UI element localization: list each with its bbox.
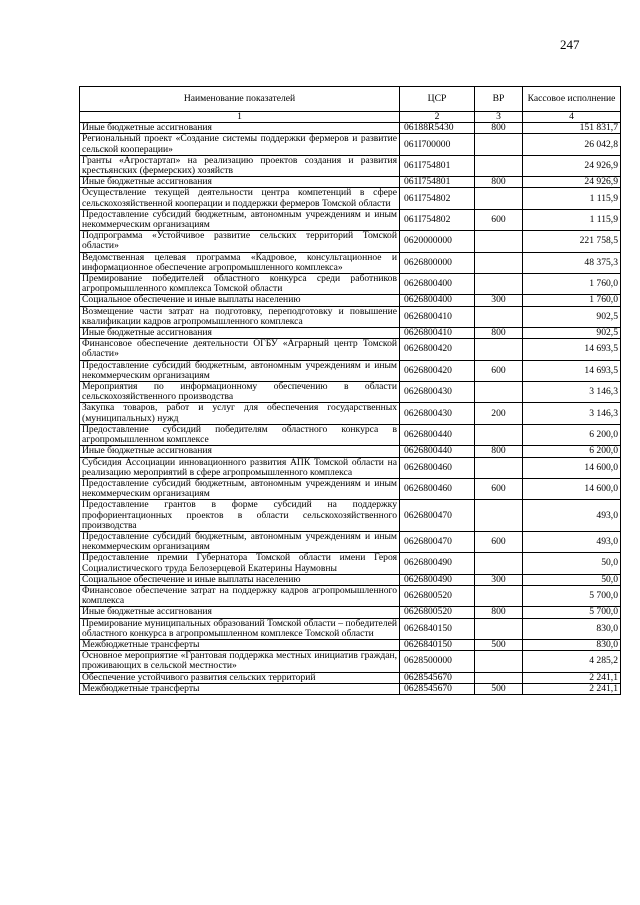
row-csr-cell: 0626800470: [400, 531, 475, 552]
row-name-cell: Межбюджетные трансферты: [80, 683, 400, 694]
row-amount-cell: 14 600,0: [523, 457, 621, 478]
table-row: [80, 231, 621, 252]
row-amount-cell: 1 115,9: [523, 209, 621, 230]
row-csr-cell: 0626800440: [400, 446, 475, 457]
row-name-cell: Осуществление текущей деятельности центра компетенций в сфере сельскохозяйственной кооперации и поддержки фермеров Томской области: [80, 188, 400, 209]
row-name-cell: Мероприятия по информационному обеспечению в области сельскохозяйственного производства: [80, 382, 400, 403]
table-row: [80, 403, 621, 424]
row-vr-cell: 800: [475, 607, 523, 618]
table-row: [80, 618, 621, 639]
row-vr-cell: 200: [475, 403, 523, 424]
row-csr-cell: 0626800000: [400, 252, 475, 273]
row-name-cell: Предоставление субсидий победителям областного конкурса в агропромышленном комплексе: [80, 424, 400, 445]
row-csr-cell: 0626800490: [400, 574, 475, 585]
table-header-row: [80, 87, 621, 112]
table-row: [80, 500, 621, 532]
table-row: [80, 683, 621, 694]
table-row: [80, 252, 621, 273]
row-amount-cell: 26 042,8: [523, 134, 621, 155]
row-amount-cell: 14 693,5: [523, 339, 621, 360]
row-vr-cell: 500: [475, 683, 523, 694]
row-name-cell: Иные бюджетные ассигнования: [80, 123, 400, 134]
row-amount-cell: 5 700,0: [523, 585, 621, 606]
row-name-cell: Премирование победителей областного конкурса среди работников агропромышленного комплекса Томской области: [80, 274, 400, 295]
row-amount-cell: 3 146,3: [523, 403, 621, 424]
row-vr-cell: 800: [475, 328, 523, 339]
table-row: [80, 177, 621, 188]
row-amount-cell: 14 693,5: [523, 360, 621, 381]
row-name-cell: Межбюджетные трансферты: [80, 639, 400, 650]
row-name-cell: Предоставление премии Губернатора Томской области имени Героя Социалистического труда Белозерцевой Екатерины Наумовны: [80, 553, 400, 574]
header-amount: Кассовое исполнение: [523, 87, 621, 112]
row-csr-cell: 0626800400: [400, 274, 475, 295]
row-amount-cell: 902,5: [523, 328, 621, 339]
row-vr-cell: [475, 339, 523, 360]
row-csr-cell: 0626800410: [400, 328, 475, 339]
row-amount-cell: 902,5: [523, 306, 621, 327]
row-name-cell: Возмещение части затрат на подготовку, переподготовку и повышение квалификации кадров агропромышленного комплекса: [80, 306, 400, 327]
row-name-cell: Социальное обеспечение и иные выплаты населению: [80, 574, 400, 585]
row-vr-cell: 300: [475, 295, 523, 306]
row-vr-cell: [475, 553, 523, 574]
table-row: [80, 339, 621, 360]
row-amount-cell: 221 758,5: [523, 231, 621, 252]
row-amount-cell: 4 285,2: [523, 651, 621, 672]
row-csr-cell: 0626800440: [400, 424, 475, 445]
row-amount-cell: 5 700,0: [523, 607, 621, 618]
row-vr-cell: 600: [475, 209, 523, 230]
table-row: [80, 188, 621, 209]
table-row: [80, 531, 621, 552]
row-amount-cell: 24 926,9: [523, 177, 621, 188]
table-row: [80, 306, 621, 327]
table-row: [80, 457, 621, 478]
row-name-cell: Закупка товаров, работ и услуг для обеспечения государственных (муниципальных) нужд: [80, 403, 400, 424]
budget-execution-table: [79, 86, 621, 695]
table-row: [80, 360, 621, 381]
table-row: [80, 651, 621, 672]
row-name-cell: Иные бюджетные ассигнования: [80, 328, 400, 339]
row-amount-cell: 50,0: [523, 574, 621, 585]
table-row: [80, 382, 621, 403]
table-row: [80, 123, 621, 134]
row-vr-cell: 800: [475, 123, 523, 134]
table-body: [80, 123, 621, 695]
row-csr-cell: 0626800520: [400, 607, 475, 618]
row-csr-cell: 0628545670: [400, 683, 475, 694]
row-amount-cell: 493,0: [523, 531, 621, 552]
row-name-cell: Региональный проект «Создание системы поддержки фермеров и развитие сельской кооперации»: [80, 134, 400, 155]
row-name-cell: Гранты «Агростартап» на реализацию проектов создания и развития крестьянских (фермерских) хозяйств: [80, 155, 400, 176]
row-vr-cell: [475, 134, 523, 155]
row-vr-cell: [475, 231, 523, 252]
row-vr-cell: 300: [475, 574, 523, 585]
row-name-cell: Ведомственная целевая программа «Кадровое, консультационное и информационное обеспечение агропромышленного комплекса»: [80, 252, 400, 273]
table-row: [80, 607, 621, 618]
row-amount-cell: 1 760,0: [523, 274, 621, 295]
column-number: 4: [523, 112, 621, 123]
row-csr-cell: 0626800420: [400, 339, 475, 360]
row-amount-cell: 6 200,0: [523, 424, 621, 445]
table-row: [80, 134, 621, 155]
row-amount-cell: 3 146,3: [523, 382, 621, 403]
table-row: [80, 274, 621, 295]
header-name: Наименование показателей: [80, 87, 400, 112]
row-vr-cell: [475, 618, 523, 639]
row-name-cell: Иные бюджетные ассигнования: [80, 177, 400, 188]
row-amount-cell: 2 241,1: [523, 672, 621, 683]
row-name-cell: Иные бюджетные ассигнования: [80, 446, 400, 457]
column-number: 1: [80, 112, 400, 123]
table-row: [80, 639, 621, 650]
row-csr-cell: 061I754801: [400, 155, 475, 176]
column-number: 3: [475, 112, 523, 123]
row-amount-cell: 151 831,7: [523, 123, 621, 134]
row-csr-cell: 0626800430: [400, 382, 475, 403]
row-csr-cell: 0628500000: [400, 651, 475, 672]
row-vr-cell: [475, 155, 523, 176]
row-amount-cell: 830,0: [523, 639, 621, 650]
header-vr: ВР: [475, 87, 523, 112]
table-row: [80, 553, 621, 574]
row-csr-cell: 0620000000: [400, 231, 475, 252]
row-vr-cell: [475, 585, 523, 606]
row-amount-cell: 50,0: [523, 553, 621, 574]
row-amount-cell: 14 600,0: [523, 478, 621, 499]
column-number: 2: [400, 112, 475, 123]
row-vr-cell: [475, 672, 523, 683]
row-vr-cell: [475, 382, 523, 403]
row-vr-cell: [475, 457, 523, 478]
row-vr-cell: [475, 424, 523, 445]
table-row: [80, 328, 621, 339]
row-csr-cell: 0628545670: [400, 672, 475, 683]
row-csr-cell: 0626800520: [400, 585, 475, 606]
row-csr-cell: 0626840150: [400, 618, 475, 639]
row-vr-cell: 800: [475, 446, 523, 457]
row-name-cell: Предоставление грантов в форме субсидий на поддержку профориентационных проектов в области сельскохозяйственного производства: [80, 500, 400, 532]
row-name-cell: Основное мероприятие «Грантовая поддержка местных инициатив граждан, проживающих в сельской местности»: [80, 651, 400, 672]
row-csr-cell: 0626800460: [400, 478, 475, 499]
row-name-cell: Предоставление субсидий бюджетным, автономным учреждениям и иным некоммерческим организациям: [80, 478, 400, 499]
row-amount-cell: 1 115,9: [523, 188, 621, 209]
row-csr-cell: 06188R5430: [400, 123, 475, 134]
row-csr-cell: 0626800410: [400, 306, 475, 327]
table-row: [80, 446, 621, 457]
table-row: [80, 585, 621, 606]
row-csr-cell: 0626800430: [400, 403, 475, 424]
row-name-cell: Финансовое обеспечение затрат на поддержку кадров агропромышленного комплекса: [80, 585, 400, 606]
column-number-row: [80, 112, 621, 123]
row-amount-cell: 48 375,3: [523, 252, 621, 273]
row-name-cell: Социальное обеспечение и иные выплаты населению: [80, 295, 400, 306]
row-vr-cell: 600: [475, 478, 523, 499]
row-csr-cell: 061I754801: [400, 177, 475, 188]
row-vr-cell: [475, 274, 523, 295]
row-vr-cell: 600: [475, 360, 523, 381]
row-name-cell: Подпрограмма «Устойчивое развитие сельских территорий Томской области»: [80, 231, 400, 252]
row-amount-cell: 6 200,0: [523, 446, 621, 457]
row-name-cell: Предоставление субсидий бюджетным, автономным учреждениям и иным некоммерческим организациям: [80, 360, 400, 381]
row-amount-cell: 24 926,9: [523, 155, 621, 176]
row-amount-cell: 493,0: [523, 500, 621, 532]
row-csr-cell: 061I754802: [400, 188, 475, 209]
table-row: [80, 478, 621, 499]
table-row: [80, 424, 621, 445]
row-name-cell: Финансовое обеспечение деятельности ОГБУ «Аграрный центр Томской области»: [80, 339, 400, 360]
page-number: 247: [560, 37, 580, 52]
row-amount-cell: 830,0: [523, 618, 621, 639]
table-row: [80, 155, 621, 176]
row-csr-cell: 0626840150: [400, 639, 475, 650]
table-row: [80, 209, 621, 230]
row-csr-cell: 0626800420: [400, 360, 475, 381]
row-vr-cell: 600: [475, 531, 523, 552]
row-amount-cell: 2 241,1: [523, 683, 621, 694]
row-vr-cell: [475, 500, 523, 532]
row-vr-cell: [475, 651, 523, 672]
row-amount-cell: 1 760,0: [523, 295, 621, 306]
row-csr-cell: 0626800400: [400, 295, 475, 306]
row-name-cell: Обеспечение устойчивого развития сельских территорий: [80, 672, 400, 683]
table-row: [80, 574, 621, 585]
row-name-cell: Субсидия Ассоциации инновационного развития АПК Томской области на реализацию мероприятий в сфере агропромышленного комплекса: [80, 457, 400, 478]
row-name-cell: Премирование муниципальных образований Томской области – победителей областного конкурса в агропромышленном комплексе Томской области: [80, 618, 400, 639]
row-vr-cell: 800: [475, 177, 523, 188]
row-vr-cell: [475, 306, 523, 327]
row-name-cell: Предоставление субсидий бюджетным, автономным учреждениям и иным некоммерческим организациям: [80, 531, 400, 552]
row-csr-cell: 061I754802: [400, 209, 475, 230]
row-csr-cell: 0626800490: [400, 553, 475, 574]
row-vr-cell: [475, 188, 523, 209]
row-csr-cell: 0626800470: [400, 500, 475, 532]
row-vr-cell: 500: [475, 639, 523, 650]
row-name-cell: Иные бюджетные ассигнования: [80, 607, 400, 618]
table-row: [80, 672, 621, 683]
row-csr-cell: 061I700000: [400, 134, 475, 155]
header-csr: ЦСР: [400, 87, 475, 112]
row-name-cell: Предоставление субсидий бюджетным, автономным учреждениям и иным некоммерческим организациям: [80, 209, 400, 230]
row-vr-cell: [475, 252, 523, 273]
row-csr-cell: 0626800460: [400, 457, 475, 478]
table-row: [80, 295, 621, 306]
